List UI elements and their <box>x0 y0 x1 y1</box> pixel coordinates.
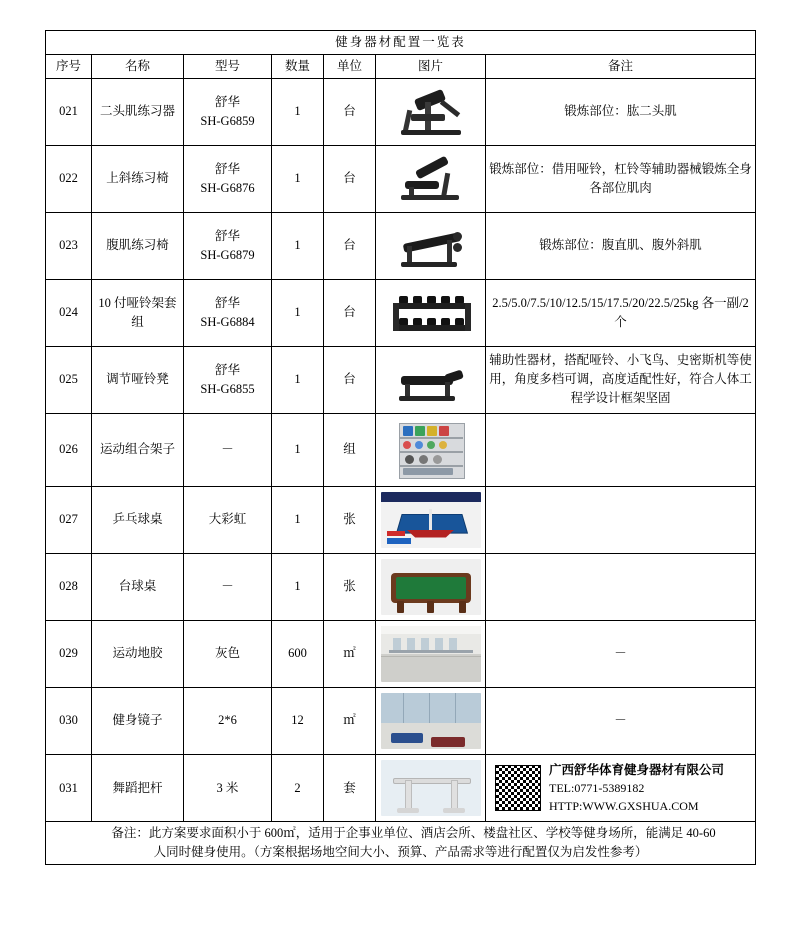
model-brand: － <box>221 442 234 457</box>
cell-remark <box>486 486 756 553</box>
cell-no: 030 <box>46 687 92 754</box>
qr-code-icon <box>495 765 541 811</box>
cell-no: 029 <box>46 620 92 687</box>
cell-no: 021 <box>46 78 92 145</box>
cell-unit: 台 <box>324 78 376 145</box>
cell-qty: 2 <box>272 754 324 822</box>
cell-no: 023 <box>46 212 92 279</box>
column-header-image: 图片 <box>376 54 486 78</box>
cell-remark: － <box>486 620 756 687</box>
product-image-incline-bench <box>381 151 481 207</box>
cell-name: 调节哑铃凳 <box>92 346 184 413</box>
product-image-ballet-barre <box>381 760 481 816</box>
cell-model <box>184 346 272 413</box>
cell-qty: 1 <box>272 346 324 413</box>
cell-model <box>184 279 272 346</box>
cell-image <box>376 346 486 413</box>
product-image-adjustable-bench <box>381 352 481 408</box>
cell-name: 上斜练习椅 <box>92 145 184 212</box>
table-row <box>46 78 756 145</box>
product-image-ab-bench <box>381 218 481 274</box>
column-header-remark: 备注 <box>486 54 756 78</box>
footnote-row <box>46 822 756 865</box>
cell-remark: 锻炼部位：腹直肌、腹外斜肌 <box>486 212 756 279</box>
cell-qty: 1 <box>272 145 324 212</box>
cell-no: 026 <box>46 413 92 486</box>
cell-name: 乒乓球桌 <box>92 486 184 553</box>
footnote-line-1: 备注：此方案要求面积小于 600㎡，适用于企事业单位、酒店会所、楼盘社区、学校等健身场所，能满足 40-60 <box>111 826 716 841</box>
cell-unit: 张 <box>324 553 376 620</box>
cell-qty: 1 <box>272 553 324 620</box>
cell-image <box>376 687 486 754</box>
cell-no: 024 <box>46 279 92 346</box>
cell-no: 028 <box>46 553 92 620</box>
cell-unit: 台 <box>324 145 376 212</box>
product-image-gym-mirror <box>381 693 481 749</box>
model-brand: 大彩虹 <box>208 512 247 527</box>
cell-name: 腹肌练习椅 <box>92 212 184 279</box>
cell-qty: 1 <box>272 78 324 145</box>
table-row <box>46 620 756 687</box>
cell-image <box>376 145 486 212</box>
model-code: SH-G6876 <box>200 180 255 195</box>
cell-model <box>184 486 272 553</box>
cell-name: 健身镜子 <box>92 687 184 754</box>
product-image-ping-pong-table <box>381 492 481 548</box>
cell-unit: 台 <box>324 346 376 413</box>
table-row <box>46 486 756 553</box>
cell-no: 027 <box>46 486 92 553</box>
product-image-preacher-curl-bench <box>381 84 481 140</box>
cell-no: 031 <box>46 754 92 822</box>
model-brand: － <box>221 579 234 594</box>
cell-qty: 1 <box>272 486 324 553</box>
cell-model <box>184 413 272 486</box>
footnote-line-2: 人同时健身使用。（方案根据场地空间大小、预算、产品需求等进行配置仅为启发性参考） <box>153 845 648 859</box>
cell-unit: ㎡ <box>324 620 376 687</box>
cell-name: 二头肌练习器 <box>92 78 184 145</box>
model-brand: 舒华 <box>214 362 240 377</box>
company-block <box>489 757 752 820</box>
cell-image <box>376 212 486 279</box>
table-row <box>46 145 756 212</box>
product-image-storage-rack <box>381 419 481 481</box>
cell-image <box>376 413 486 486</box>
cell-model <box>184 553 272 620</box>
cell-name: 运动组合架子 <box>92 413 184 486</box>
table-row <box>46 687 756 754</box>
product-image-billiard-table <box>381 559 481 615</box>
cell-remark <box>486 413 756 486</box>
cell-remark: － <box>486 687 756 754</box>
product-image-dumbbell-rack <box>381 285 481 341</box>
model-code: SH-G6884 <box>200 314 255 329</box>
cell-unit: 套 <box>324 754 376 822</box>
cell-image <box>376 620 486 687</box>
column-header-unit: 单位 <box>324 54 376 78</box>
cell-name: 舞蹈把杆 <box>92 754 184 822</box>
column-header-qty: 数量 <box>272 54 324 78</box>
cell-name: 运动地胶 <box>92 620 184 687</box>
model-brand: 舒华 <box>214 161 240 176</box>
cell-qty: 1 <box>272 413 324 486</box>
model-brand: 舒华 <box>214 295 240 310</box>
table-row <box>46 754 756 822</box>
model-brand: 舒华 <box>214 228 240 243</box>
model-brand: 2*6 <box>218 713 237 728</box>
model-code: SH-G6859 <box>200 113 255 128</box>
cell-qty: 600 <box>272 620 324 687</box>
table-row <box>46 346 756 413</box>
column-header-name: 名称 <box>92 54 184 78</box>
cell-remark: 锻炼部位：借用哑铃，杠铃等辅助器械锻炼全身各部位肌肉 <box>486 145 756 212</box>
table-header-row <box>46 54 756 78</box>
cell-unit: 台 <box>324 212 376 279</box>
model-code: SH-G6855 <box>200 381 255 396</box>
cell-model <box>184 620 272 687</box>
table-row <box>46 279 756 346</box>
cell-model <box>184 78 272 145</box>
model-brand: 灰色 <box>214 646 240 661</box>
cell-model <box>184 145 272 212</box>
cell-qty: 1 <box>272 212 324 279</box>
table-title-row <box>46 31 756 55</box>
page-title: 健身器材配置一览表 <box>46 31 756 55</box>
cell-unit: ㎡ <box>324 687 376 754</box>
cell-qty: 1 <box>272 279 324 346</box>
company-text <box>549 761 724 816</box>
cell-company-info <box>486 754 756 822</box>
product-image-sports-flooring <box>381 626 481 682</box>
cell-remark: 辅助性器材，搭配哑铃、小飞鸟、史密斯机等使用，角度多档可调，高度适配性好，符合人体工程学设计框架坚固 <box>486 346 756 413</box>
company-tel: TEL:0771-5389182 <box>549 781 645 796</box>
cell-unit: 张 <box>324 486 376 553</box>
cell-name: 10 付哑铃架套组 <box>92 279 184 346</box>
cell-no: 022 <box>46 145 92 212</box>
cell-model <box>184 687 272 754</box>
cell-remark: 锻炼部位：肱二头肌 <box>486 78 756 145</box>
column-header-model: 型号 <box>184 54 272 78</box>
table-row <box>46 212 756 279</box>
cell-unit: 台 <box>324 279 376 346</box>
footnote-cell <box>46 822 756 865</box>
cell-no: 025 <box>46 346 92 413</box>
equipment-table <box>45 30 756 865</box>
model-brand: 舒华 <box>214 94 240 109</box>
model-code: SH-G6879 <box>200 247 255 262</box>
cell-model <box>184 212 272 279</box>
cell-image <box>376 754 486 822</box>
company-url[interactable]: HTTP:WWW.GXSHUA.COM <box>549 799 699 814</box>
cell-image <box>376 78 486 145</box>
cell-qty: 12 <box>272 687 324 754</box>
column-header-no: 序号 <box>46 54 92 78</box>
cell-image <box>376 553 486 620</box>
cell-unit: 组 <box>324 413 376 486</box>
table-row <box>46 413 756 486</box>
table-row <box>46 553 756 620</box>
cell-image <box>376 279 486 346</box>
cell-name: 台球桌 <box>92 553 184 620</box>
cell-remark <box>486 553 756 620</box>
company-name: 广西舒华体育健身器材有限公司 <box>549 762 725 777</box>
cell-model <box>184 754 272 822</box>
model-brand: 3 米 <box>216 780 239 795</box>
cell-remark: 2.5/5.0/7.5/10/12.5/15/17.5/20/22.5/25kg 各一副/2 个 <box>486 279 756 346</box>
cell-image <box>376 486 486 553</box>
